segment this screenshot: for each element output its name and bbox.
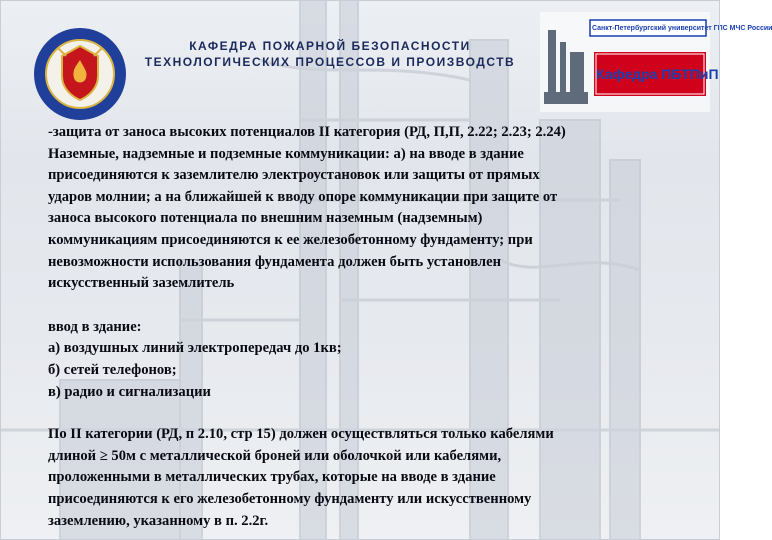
title-line-2: ТЕХНОЛОГИЧЕСКИХ ПРОЦЕССОВ И ПРОИЗВОДСТВ	[144, 55, 516, 69]
text-line: По II категории (РД, п 2.10, стр 15) должен осуществляться только кабелями	[48, 426, 554, 443]
text-line: невозможности использования фундамента должен быть установлен	[48, 253, 501, 270]
text-line: искусственный заземлитель	[48, 275, 235, 292]
text-line: в) радио и сигнализации	[48, 383, 211, 400]
text-line: Наземные, надземные и подземные коммуникации: а) на вводе в здание	[48, 145, 524, 162]
title-line-1: КАФЕДРА ПОЖАРНОЙ БЕЗОПАСНОСТИ	[189, 39, 471, 53]
text-line: присоединяются к заземлителю электроустановок или защиты от прямых	[48, 167, 540, 184]
text-line: б) сетей телефонов;	[48, 361, 177, 378]
text-line: заземлению, указанному в п. 2.2г.	[48, 512, 269, 529]
text-line: коммуникациям присоединяются к ее железобетонному фундаменту; при	[48, 231, 533, 248]
text-line: -защита от заноса высоких потенциалов II категория (РД, П,П, 2.22; 2.23; 2.24)	[48, 124, 566, 140]
text-line: ударов молнии; а на ближайшей к вводу опоре коммуникации при защите от	[48, 188, 558, 205]
logo-banner-text: Санкт-Петербургский университет ГПС МЧС России	[592, 25, 772, 32]
text-line: длиной ≥ 50м с металлической броней или оболочкой или кабелями,	[48, 447, 502, 464]
text-line: а) воздушных линий электропередач до 1кв;	[48, 340, 342, 357]
logo-name-text: Кафедра ПБТПиП	[596, 66, 719, 82]
text-line: заноса высокого потенциала по внешним наземным (надземным)	[48, 210, 483, 227]
text-line: проложенными в металлических трубах, которые на вводе в здание	[48, 469, 496, 486]
text-line: присоединяются к его железобетонному фундаменту или искусственному	[48, 490, 532, 507]
text-line: ввод в здание:	[48, 318, 142, 335]
